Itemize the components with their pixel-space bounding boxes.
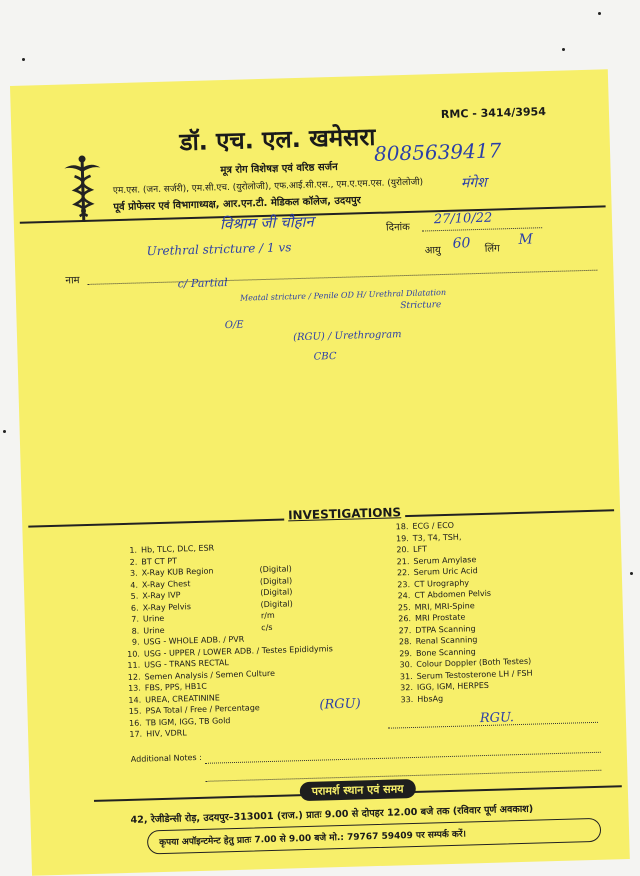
scan-speck — [630, 572, 633, 575]
item-label: CT Abdomen Pelvis — [414, 588, 492, 600]
item-number: 19. — [395, 533, 409, 543]
item-number: 24. — [397, 591, 411, 601]
item-qualifier: (Digital) — [259, 575, 293, 586]
item-number: 6. — [130, 603, 139, 613]
item-number: 30. — [399, 659, 413, 670]
item-number: 11. — [127, 660, 141, 670]
item-label: LFT — [412, 544, 428, 554]
item-label: IGG, IGM, HERPES — [416, 680, 490, 692]
item-number: 2. — [129, 557, 138, 567]
item-number: 31. — [399, 671, 413, 681]
additional-notes-label: Additional Notes : — [130, 752, 202, 764]
item-label: CT Urography — [413, 577, 470, 589]
doctor-degrees: एम.एस. (जन. सर्जरी), एम.सी.एच. (युरोलोजी), एफ.आई.सी.एस., एम.ए.एम.एस. (युरोलोजी) — [112, 177, 424, 197]
item-label: Serum Amylase — [413, 554, 477, 566]
handwritten-place: मंगेश — [460, 174, 487, 192]
item-qualifier: c/s — [261, 622, 273, 632]
item-number: 4. — [130, 580, 139, 590]
footer-address: 42, रेजीडेन्सी रोड़, उदयपुर–313001 (राज.) प्रातः 9.00 से दोपहर 12.00 बजे तक (रविवार पूर्ण अवकाश) — [130, 803, 534, 826]
caduceus-logo — [60, 153, 106, 224]
scan-speck — [3, 430, 6, 433]
item-qualifier: (Digital) — [260, 598, 293, 609]
handwritten-complaint: Urethral stricture / 1 vs — [146, 240, 292, 259]
item-number: 26. — [398, 614, 412, 624]
item-number: 32. — [400, 682, 414, 693]
item-label: Serum Uric Acid — [413, 566, 478, 577]
date-label: दिनांक — [385, 221, 410, 234]
item-label: Hb, TLC, DLC, ESR — [140, 543, 215, 555]
name-line — [88, 270, 598, 285]
item-qualifier: (Digital) — [259, 564, 292, 575]
item-label: DTPA Scanning — [415, 623, 476, 635]
notes-line-b — [205, 752, 601, 764]
handwritten-rgu-mid: (RGU) — [319, 696, 361, 713]
appointment-text: कृपया अपॉइन्टमेन्ट हेतु प्रातः 7.00 से 9.00 बजे मो.: 79767 59409 पर सम्पर्क करें। — [159, 829, 467, 849]
item-number: 17. — [129, 729, 143, 739]
item-number: 1. — [129, 545, 138, 555]
doctor-position: पूर्व प्रोफेसर एवं विभागाध्यक्ष, आर.एन.टी. मेडिकल कॉलेज, उदयपुर — [113, 195, 361, 214]
handwritten-age: 60 — [452, 235, 471, 252]
item-number: 12. — [127, 672, 141, 682]
item-qualifier: r/m — [260, 610, 275, 621]
item-number: 21. — [396, 556, 410, 566]
doctor-name: डॉ. एच. एल. खमेसरा — [179, 122, 376, 157]
item-number: 15. — [128, 706, 142, 716]
note-line-2: O/E — [224, 319, 244, 332]
item-label: Serum Testosterone LH / FSH — [416, 668, 533, 681]
item-label: TB IGM, IGG, TB Gold — [145, 715, 231, 727]
item-label: MRI, MRI-Spine — [414, 600, 475, 612]
item-label: UREA, CREATININE — [145, 692, 220, 704]
item-number: 7. — [131, 614, 140, 624]
handwritten-rgu-right: RGU. — [479, 710, 515, 727]
prescription-sheet — [10, 69, 630, 875]
note-line-1: c/ Partial — [177, 276, 228, 291]
item-number: 22. — [396, 568, 410, 578]
item-number: 20. — [396, 545, 410, 555]
item-qualifier: (Digital) — [260, 587, 293, 598]
item-label: BT CT PT — [141, 556, 178, 567]
item-number: 25. — [397, 602, 411, 612]
item-label: USG - WHOLE ADB. / PVR — [143, 634, 245, 647]
item-label: Urine — [143, 625, 165, 635]
item-label: Urine — [142, 613, 165, 624]
item-label: X-Ray Chest — [141, 578, 191, 590]
note-line-3: (RGU) / Urethrogram — [292, 329, 402, 344]
item-number: 27. — [398, 625, 412, 635]
consult-tag: परामर्श स्थान एवं समय — [300, 779, 416, 801]
handwritten-sex: M — [518, 231, 534, 248]
item-number: 18. — [395, 522, 409, 532]
sex-label: लिंग — [484, 243, 500, 255]
item-number: 28. — [398, 637, 412, 647]
name-label: नाम — [65, 275, 80, 287]
item-label: USG - TRANS RECTAL — [144, 658, 230, 670]
item-label: HIV, VDRL — [146, 728, 187, 739]
item-label: T3, T4, TSH, — [412, 532, 462, 543]
doctor-title: मूत्र रोग विशेषज्ञ एवं वरिष्ठ सर्जन — [220, 161, 338, 177]
item-label: Semen Analysis / Semen Culture — [144, 668, 276, 681]
note-line-1b: Meatal stricture / Penile OD H/ Urethral Dilatation — [239, 287, 447, 303]
age-label: आयु — [424, 245, 441, 257]
item-label: Bone Scanning — [415, 646, 476, 658]
item-label: FBS, PPS, HB1C — [144, 681, 208, 693]
item-label: MRI Prostate — [414, 612, 466, 623]
item-number: 13. — [128, 683, 141, 693]
item-number: 8. — [131, 626, 140, 636]
investigations-right-column — [390, 515, 615, 705]
item-label: Colour Doppler (Both Testes) — [416, 656, 532, 669]
item-number: 9. — [131, 637, 140, 647]
item-label: PSA Total / Free / Percentage — [145, 703, 260, 716]
item-number: 33. — [400, 694, 414, 704]
item-number: 10. — [127, 649, 141, 659]
item-label: X-Ray Pelvis — [142, 601, 192, 612]
scan-speck — [598, 12, 601, 15]
item-label: ECG / ECO — [412, 520, 455, 531]
item-number: 5. — [130, 591, 139, 601]
note-line-4: CBC — [313, 350, 337, 363]
handwritten-patient-name: विश्राम जी चौहान — [219, 212, 314, 234]
investigations-heading: INVESTIGATIONS — [284, 505, 405, 522]
item-label: USG - UPPER / LOWER ADB. / Testes Epididymis — [143, 643, 333, 658]
handwritten-phone: 8085639417 — [373, 138, 502, 166]
rmc-number: RMC - 3414/3954 — [440, 105, 547, 121]
scan-speck — [22, 58, 25, 61]
scan-speck — [562, 48, 565, 51]
note-line-1c: Stricture — [400, 300, 442, 312]
item-label: X-Ray KUB Region — [141, 566, 214, 578]
item-label: HbsAg — [417, 693, 444, 704]
item-label: X-Ray IVP — [142, 590, 181, 601]
item-number: 16. — [128, 718, 142, 728]
item-number: 23. — [397, 579, 411, 589]
item-number: 3. — [129, 568, 138, 578]
item-label: Renal Scanning — [415, 635, 478, 646]
handwritten-date: 27/10/22 — [433, 210, 493, 228]
item-number: 14. — [128, 695, 142, 705]
item-number: 29. — [399, 648, 413, 658]
